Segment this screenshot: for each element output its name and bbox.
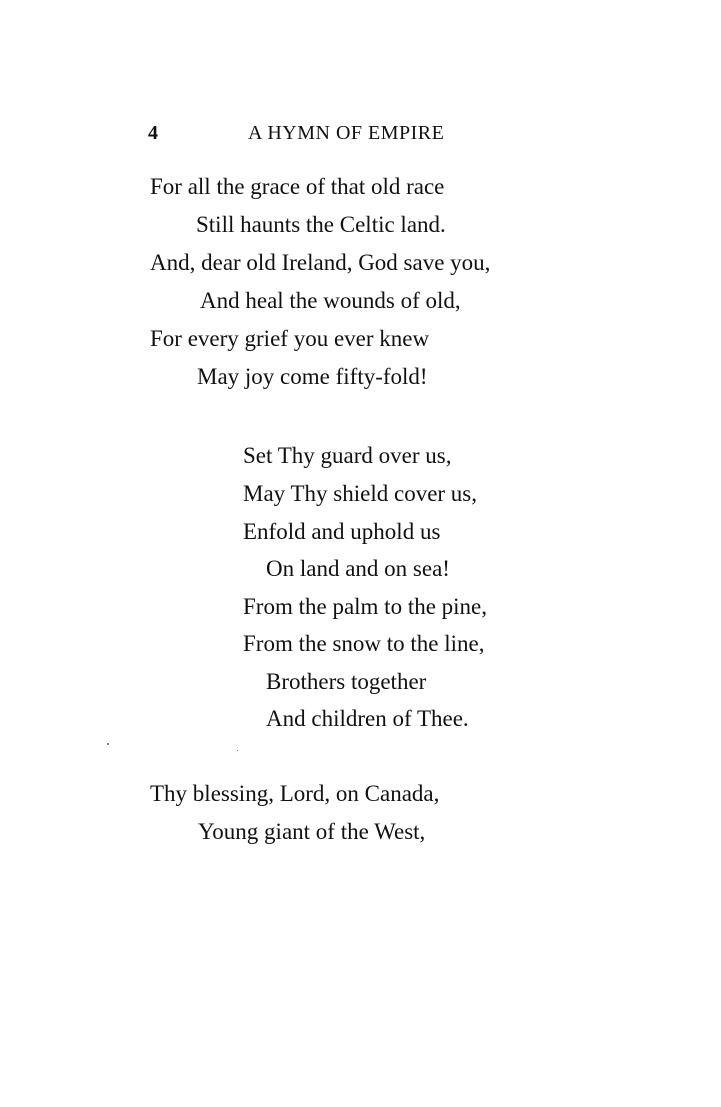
poem-line: And heal the wounds of old, [200,288,461,313]
poem-line: Young giant of the West, [198,819,426,844]
poem-line: And children of Thee. [266,706,469,731]
poem-line: May Thy shield cover us, [243,481,478,506]
page-number: 4 [148,122,158,144]
poem-line: And, dear old Ireland, God save you, [150,250,491,275]
poem-line: From the snow to the line, [243,631,485,656]
poem-line: Thy blessing, Lord, on Canada, [150,781,440,806]
poem-line: From the palm to the pine, [243,594,488,619]
poem-line: For every grief you ever knew [150,326,430,351]
running-title: A HYMN OF EMPIRE [248,122,445,144]
poem-line: On land and on sea! [266,556,450,581]
print-speck [237,750,238,751]
poem-line: May joy come fifty-fold! [197,364,428,389]
poem-line: For all the grace of that old race [150,174,445,199]
print-speck [107,743,109,745]
page-header [148,122,588,152]
poem-line: Set Thy guard over us, [243,443,452,468]
poem-line: Enfold and uphold us [243,519,441,544]
poem-line: Still haunts the Celtic land. [196,212,446,237]
poem-line: Brothers together [266,669,427,694]
